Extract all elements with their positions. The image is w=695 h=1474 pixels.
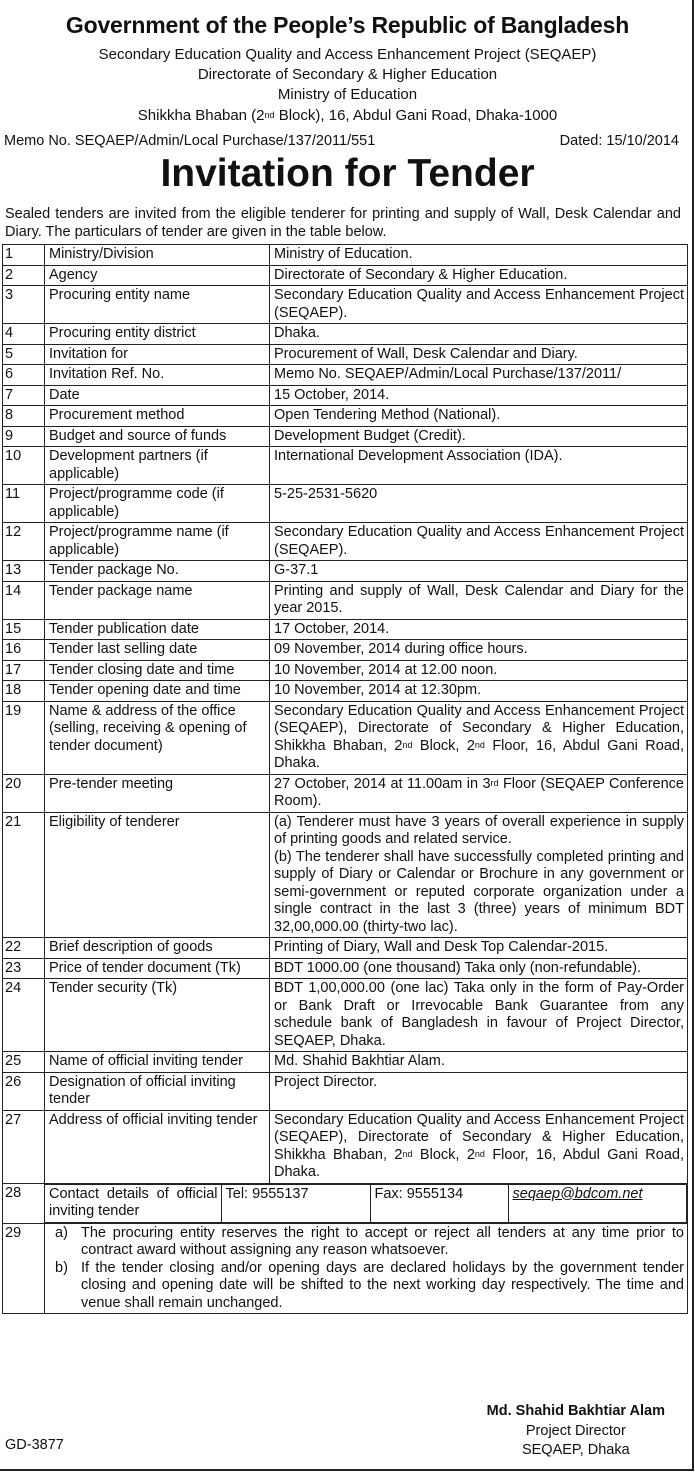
row-value: 17 October, 2014. bbox=[270, 619, 688, 640]
row-label: Tender closing date and time bbox=[45, 660, 270, 681]
value-part: Floor, 16, Abdul Gani Road, Dhaka. bbox=[274, 737, 684, 771]
table-body-b bbox=[3, 938, 688, 1111]
table-row bbox=[3, 406, 688, 427]
table-row bbox=[3, 619, 688, 640]
row-value bbox=[45, 1223, 688, 1314]
row-number: 4 bbox=[3, 324, 45, 345]
row-number: 5 bbox=[3, 344, 45, 365]
note-a bbox=[49, 1225, 684, 1260]
table-row bbox=[3, 640, 688, 661]
row-value: Dhaka. bbox=[270, 324, 688, 345]
row-value: Development Budget (Credit). bbox=[270, 426, 688, 447]
signature-block bbox=[487, 1402, 665, 1461]
row-value bbox=[270, 1110, 688, 1183]
row-label: Budget and source of funds bbox=[45, 426, 270, 447]
value-sup: nd bbox=[402, 739, 413, 750]
contact-tel: Tel: 9555137 bbox=[221, 1184, 370, 1222]
project-line: Secondary Education Quality and Access Enhancement Project (SEQAEP) bbox=[98, 46, 597, 63]
table-body-mid bbox=[3, 701, 688, 938]
row-label: Agency bbox=[45, 265, 270, 286]
note-b bbox=[49, 1260, 684, 1313]
row-label: Address of official inviting tender bbox=[45, 1110, 270, 1183]
row-number: 8 bbox=[3, 406, 45, 427]
row-number: 26 bbox=[3, 1072, 45, 1110]
row-value: BDT 1,00,000.00 (one lac) Taka only in the form of Pay-Order or Bank Draft or Irrevocable Bank Guarantee from any schedule bank of Bangladesh in favour of Project Director, SEQAEP, Dhaka. bbox=[270, 979, 688, 1052]
table-row bbox=[3, 660, 688, 681]
signatory-office: SEQAEP, Dhaka bbox=[521, 1442, 630, 1458]
table-row bbox=[3, 265, 688, 286]
row-number: 14 bbox=[3, 581, 45, 619]
table-row bbox=[3, 774, 688, 812]
row-value: Open Tendering Method (National). bbox=[270, 406, 688, 427]
row-value: International Development Association (IDA). bbox=[270, 447, 688, 485]
row-value: Secondary Education Quality and Access Enhancement Project (SEQAEP). bbox=[270, 286, 688, 324]
note-text: If the tender closing and/or opening days are declared holidays by the government tender closing and opening date will be shifted to the next working day respectively. The time and venue shall remain unchanged. bbox=[81, 1259, 684, 1311]
row-number: 27 bbox=[3, 1110, 45, 1183]
row-label: Invitation Ref. No. bbox=[45, 365, 270, 386]
tender-particulars-table bbox=[2, 244, 688, 1314]
row-label: Contact details of official inviting tender bbox=[45, 1184, 221, 1222]
row-label: Name & address of the office (selling, receiving & opening of tender document) bbox=[45, 701, 270, 774]
table-row bbox=[3, 447, 688, 485]
row-label: Designation of official inviting tender bbox=[45, 1072, 270, 1110]
page-title: Invitation for Tender bbox=[160, 152, 535, 195]
row-label: Date bbox=[45, 385, 270, 406]
signatory-designation: Project Director bbox=[525, 1422, 626, 1439]
table-body-end bbox=[3, 1110, 688, 1314]
row-number: 15 bbox=[3, 619, 45, 640]
row-label: Tender security (Tk) bbox=[45, 979, 270, 1052]
row-number: 6 bbox=[3, 365, 45, 386]
address-part: Block), 16, Abdul Gani Road, Dhaka-1000 bbox=[274, 107, 558, 124]
row-number: 20 bbox=[3, 774, 45, 812]
value-part: Block, 2 bbox=[412, 737, 475, 754]
row-number: 3 bbox=[3, 286, 45, 324]
value-part: Floor (SEQAEP Conference Room). bbox=[274, 775, 684, 809]
row-label: Invitation for bbox=[45, 344, 270, 365]
row-value: G-37.1 bbox=[270, 561, 688, 582]
signatory-name: Md. Shahid Bakhtiar Alam bbox=[486, 1403, 665, 1419]
table-row bbox=[3, 365, 688, 386]
address-part: Shikkha Bhaban (2 bbox=[137, 107, 265, 124]
contact-cell bbox=[45, 1183, 688, 1223]
row-number: 25 bbox=[3, 1052, 45, 1073]
row-label: Tender opening date and time bbox=[45, 681, 270, 702]
table-row bbox=[3, 1052, 688, 1073]
row-value: 5-25-2531-5620 bbox=[270, 485, 688, 523]
row-value: 10 November, 2014 at 12.30pm. bbox=[270, 681, 688, 702]
row-value: Memo No. SEQAEP/Admin/Local Purchase/137/2011/ bbox=[270, 365, 688, 386]
row-value bbox=[270, 812, 688, 938]
table-row bbox=[3, 245, 688, 266]
value-sup: nd bbox=[402, 1148, 413, 1159]
table-row bbox=[3, 1223, 688, 1314]
row-value: 10 November, 2014 at 12.00 noon. bbox=[270, 660, 688, 681]
ministry-line: Ministry of Education bbox=[277, 86, 418, 103]
row-number: 12 bbox=[3, 523, 45, 561]
row-number: 10 bbox=[3, 447, 45, 485]
footer-code: GD-3877 bbox=[5, 1437, 64, 1453]
address-sup: nd bbox=[264, 110, 275, 120]
value-part: Secondary Education Quality and Access Enhancement Project (SEQAEP), Directorate of Secondary & Higher Education, Shikkha Bhaban, 2 bbox=[274, 702, 684, 754]
note-label: a) bbox=[55, 1224, 68, 1241]
table-row bbox=[3, 523, 688, 561]
eligibility-a: (a) Tenderer must have 3 years of overall experience in supply of printing goods and related service. bbox=[274, 813, 684, 847]
row-number: 17 bbox=[3, 660, 45, 681]
eligibility-b: (b) The tenderer shall have successfully completed printing and supply of Diary or Calendar or Brochure in any government or semi-government or reputed corporate organization under a single contract in the last 3 (three) years of minimum BDT 32,00,000.00 (thirty-two lac). bbox=[274, 848, 684, 935]
value-part: Block, 2 bbox=[412, 1146, 475, 1163]
table-row bbox=[3, 958, 688, 979]
note-text: The procuring entity reserves the right to accept or reject all tenders at any time prior to contract award without assigning any reason whatsoever. bbox=[81, 1224, 684, 1258]
table-row bbox=[3, 426, 688, 447]
row-value: Project Director. bbox=[270, 1072, 688, 1110]
row-label: Tender last selling date bbox=[45, 640, 270, 661]
value-part: 27 October, 2014 at 11.00am in 3 bbox=[274, 775, 491, 792]
row-label: Tender package name bbox=[45, 581, 270, 619]
row-label: Ministry/Division bbox=[45, 245, 270, 266]
intro-paragraph: Sealed tenders are invited from the eligible tenderer for printing and supply of Wall, Desk Calendar and Diary. The particulars of tender are given in the table below. bbox=[5, 206, 681, 240]
row-number: 9 bbox=[3, 426, 45, 447]
row-label: Tender package No. bbox=[45, 561, 270, 582]
row-number: 22 bbox=[3, 938, 45, 959]
table-row bbox=[3, 1110, 688, 1183]
row-number: 29 bbox=[3, 1223, 45, 1314]
value-sup: nd bbox=[474, 739, 485, 750]
table-row bbox=[3, 324, 688, 345]
row-number: 19 bbox=[3, 701, 45, 774]
memo-date: Dated: 15/10/2014 bbox=[559, 133, 679, 149]
row-number: 1 bbox=[3, 245, 45, 266]
row-number: 21 bbox=[3, 812, 45, 938]
row-number: 13 bbox=[3, 561, 45, 582]
value-part: Secondary Education Quality and Access Enhancement Project (SEQAEP), Directorate of Secondary & Higher Education, Shikkha Bhaban, 2 bbox=[274, 1111, 684, 1163]
row-value: BDT 1000.00 (one thousand) Taka only (non-refundable). bbox=[270, 958, 688, 979]
table-row bbox=[3, 485, 688, 523]
row-number: 18 bbox=[3, 681, 45, 702]
table-row bbox=[3, 286, 688, 324]
row-value: Md. Shahid Bakhtiar Alam. bbox=[270, 1052, 688, 1073]
row-label: Procuring entity district bbox=[45, 324, 270, 345]
row-label: Name of official inviting tender bbox=[45, 1052, 270, 1073]
row-label: Project/programme code (if applicable) bbox=[45, 485, 270, 523]
table-row bbox=[3, 938, 688, 959]
row-value: 15 October, 2014. bbox=[270, 385, 688, 406]
row-value: Ministry of Education. bbox=[270, 245, 688, 266]
row-label: Procuring entity name bbox=[45, 286, 270, 324]
table-row bbox=[3, 701, 688, 774]
note-label: b) bbox=[55, 1259, 68, 1276]
row-value: Directorate of Secondary & Higher Education. bbox=[270, 265, 688, 286]
row-label: Price of tender document (Tk) bbox=[45, 958, 270, 979]
row-label: Pre-tender meeting bbox=[45, 774, 270, 812]
row-value: Procurement of Wall, Desk Calendar and Diary. bbox=[270, 344, 688, 365]
table-row bbox=[3, 344, 688, 365]
row-value bbox=[270, 701, 688, 774]
row-number: 28 bbox=[3, 1183, 45, 1223]
table-row bbox=[3, 385, 688, 406]
table-row bbox=[3, 581, 688, 619]
table-body-a bbox=[3, 245, 688, 702]
row-label: Development partners (if applicable) bbox=[45, 447, 270, 485]
row-value: Secondary Education Quality and Access Enhancement Project (SEQAEP). bbox=[270, 523, 688, 561]
row-number: 23 bbox=[3, 958, 45, 979]
table-row bbox=[3, 812, 688, 938]
table-row bbox=[3, 979, 688, 1052]
table-row bbox=[3, 1183, 688, 1223]
row-number: 11 bbox=[3, 485, 45, 523]
contact-details bbox=[45, 1184, 687, 1223]
directorate-line: Directorate of Secondary & Higher Education bbox=[197, 66, 498, 83]
row-value: 09 November, 2014 during office hours. bbox=[270, 640, 688, 661]
row-value: Printing of Diary, Wall and Desk Top Calendar-2015. bbox=[270, 938, 688, 959]
row-label: Eligibility of tenderer bbox=[45, 812, 270, 938]
table-row bbox=[3, 561, 688, 582]
value-part: Floor, 16, Abdul Gani Road, Dhaka. bbox=[274, 1146, 684, 1180]
row-label: Project/programme name (if applicable) bbox=[45, 523, 270, 561]
government-heading: Government of the People’s Republic of Bangladesh bbox=[65, 12, 630, 38]
table-row bbox=[3, 681, 688, 702]
row-number: 24 bbox=[3, 979, 45, 1052]
value-sup: rd bbox=[490, 777, 499, 788]
contact-fax: Fax: 9555134 bbox=[370, 1184, 508, 1222]
table-row bbox=[3, 1072, 688, 1110]
row-label: Procurement method bbox=[45, 406, 270, 427]
memo-number: Memo No. SEQAEP/Admin/Local Purchase/137/2011/551 bbox=[4, 133, 376, 149]
row-label: Tender publication date bbox=[45, 619, 270, 640]
row-number: 16 bbox=[3, 640, 45, 661]
row-number: 7 bbox=[3, 385, 45, 406]
address-line bbox=[0, 106, 695, 126]
row-value bbox=[270, 774, 688, 812]
contact-email[interactable]: seqaep@bdcom.net bbox=[508, 1184, 687, 1222]
row-number: 2 bbox=[3, 265, 45, 286]
row-value: Printing and supply of Wall, Desk Calendar and Diary for the year 2015. bbox=[270, 581, 688, 619]
value-sup: nd bbox=[474, 1148, 485, 1159]
row-label: Brief description of goods bbox=[45, 938, 270, 959]
